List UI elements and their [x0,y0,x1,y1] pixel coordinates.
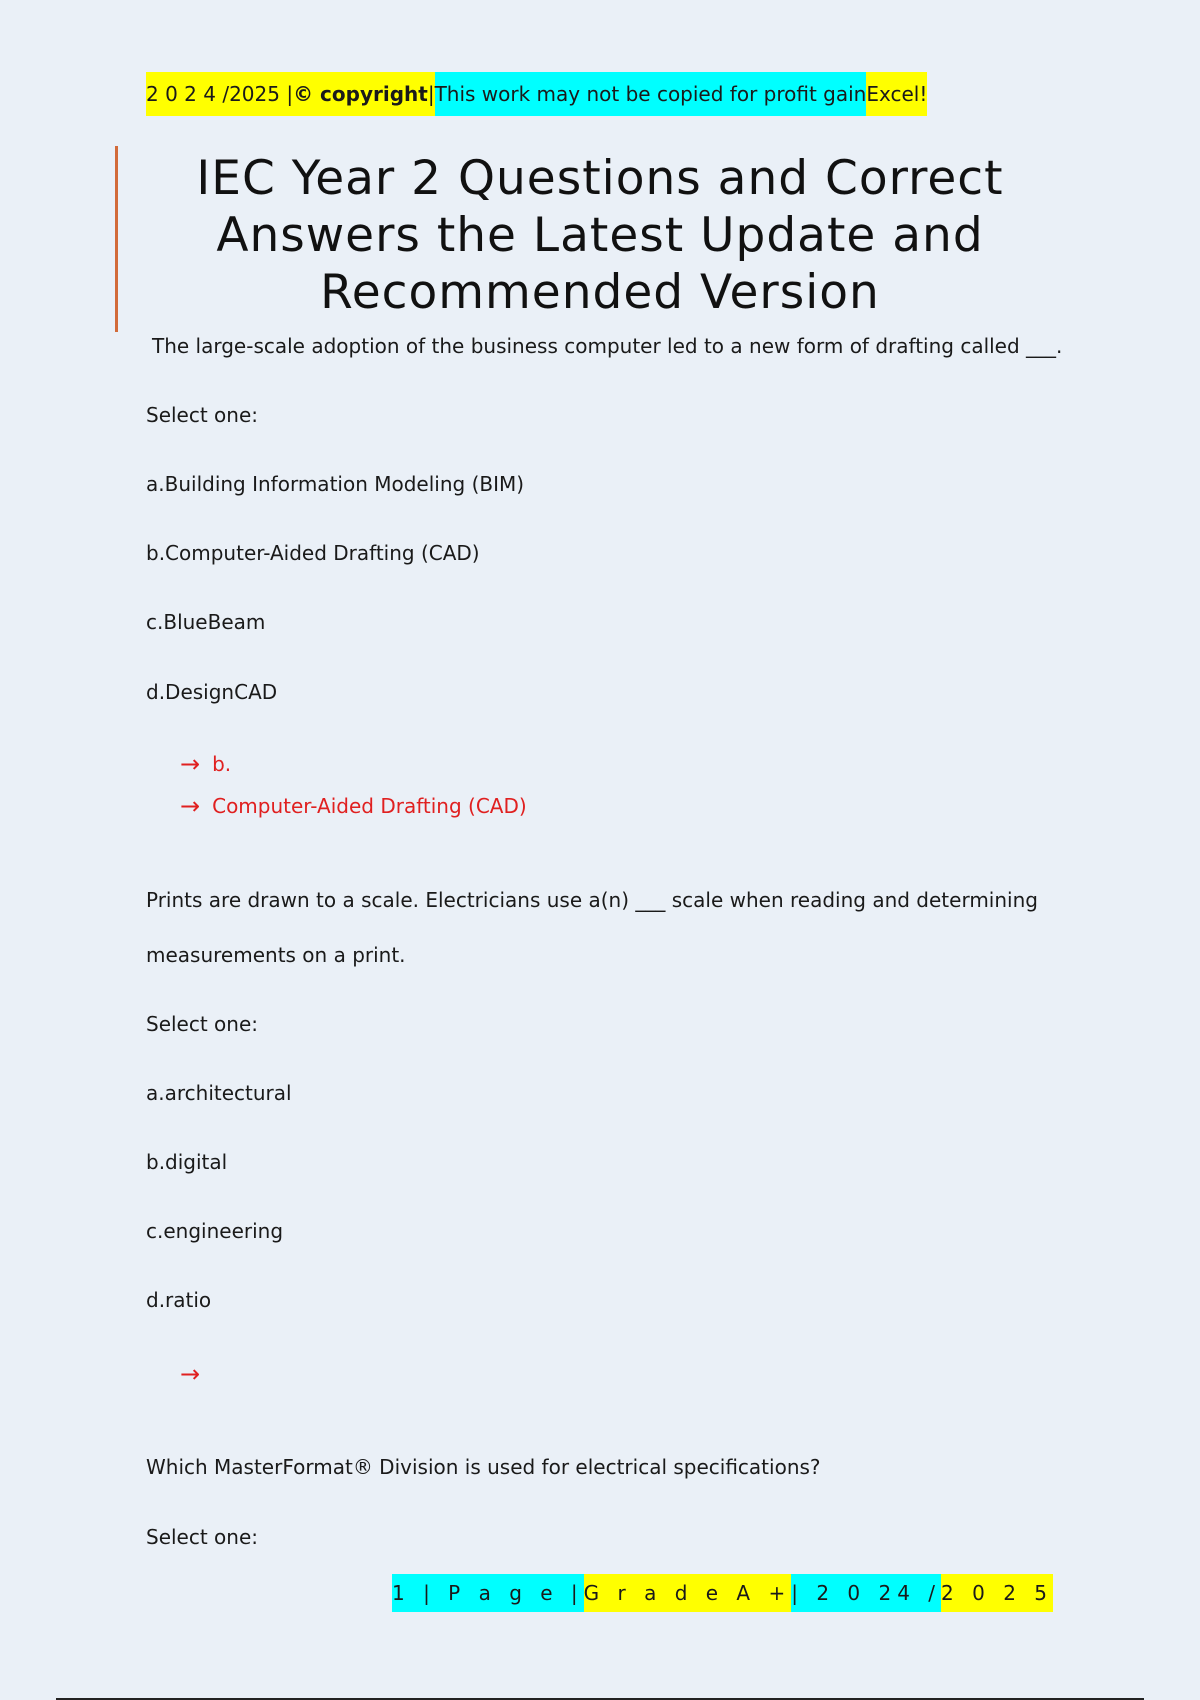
question-2-prompt-line-1: Prints are drawn to a scale. Electricians use a(n) ___ scale when reading and determining [146,888,1038,912]
footer-page-text: 1 | P a g e | [392,1581,584,1605]
question-2-option-d: d.ratio [146,1288,212,1312]
banner-excel-segment [866,72,927,116]
right-arrow-icon: → [180,1360,201,1388]
banner-year-segment [146,72,435,116]
banner-notice-text: This work may not be copied for profit gain [434,82,867,106]
question-1-option-a: a.Building Information Modeling (BIM) [146,472,525,496]
question-3-select-one: Select one: [146,1525,259,1549]
document-title: IEC Year 2 Questions and Correct Answers the Latest Update and Recommended Version [196,151,1004,320]
footer-year-text-1: | 2 0 24 / [791,1581,942,1605]
footer-year-text-2: 2 0 2 5 [941,1581,1054,1605]
question-1-option-d: d.DesignCAD [146,680,278,704]
banner-notice-segment [435,72,867,116]
question-1-answer-line-1 [180,750,231,778]
question-1-option-b: b.Computer-Aided Drafting (CAD) [146,541,480,565]
question-1-answer-letter: b. [212,752,232,776]
page-footer-banner [392,1574,1053,1612]
question-1-answer-text: Computer-Aided Drafting (CAD) [212,794,527,818]
right-arrow-icon: → [180,750,201,778]
banner-excel-text: Excel! [866,82,928,106]
footer-grade-segment [584,1574,792,1612]
footer-page-segment [392,1574,584,1612]
banner-year-text: 2 0 2 4 /2025 | [146,82,294,106]
question-1-select-one: Select one: [146,403,259,427]
title-accent-rule [115,146,118,332]
footer-year-segment-2 [941,1574,1053,1612]
footer-grade-text: G r a d e A + [583,1581,792,1605]
banner-copyright-text: © copyright [293,82,428,106]
question-2-answer-line-1 [180,1360,212,1388]
question-1-prompt: The large-scale adoption of the business computer led to a new form of drafting called ___. [152,334,1063,358]
banner-separator: | [427,82,435,106]
question-2-prompt-line-2: measurements on a print. [146,943,406,967]
footer-year-segment-1 [791,1574,941,1612]
right-arrow-icon: → [180,792,201,820]
question-1-answer-line-2 [180,792,527,820]
copyright-banner [146,72,927,116]
question-2-option-b: b.digital [146,1150,228,1174]
question-2-option-a: a.architectural [146,1081,292,1105]
question-2-select-one: Select one: [146,1012,259,1036]
question-1-option-c: c.BlueBeam [146,610,266,634]
question-3-prompt: Which MasterFormat® Division is used for electrical specifications? [146,1455,821,1479]
question-2-option-c: c.engineering [146,1219,284,1243]
